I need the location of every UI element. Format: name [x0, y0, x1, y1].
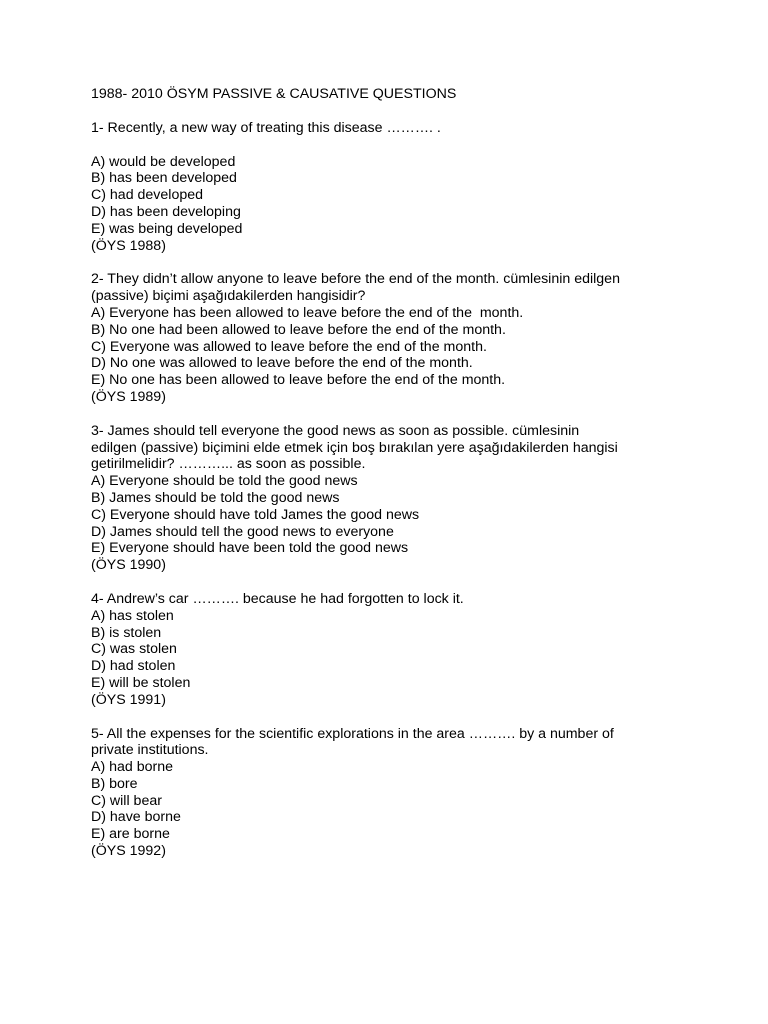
option-a: A) Everyone has been allowed to leave before the end of the month.	[91, 304, 524, 321]
question-source: (ÖYS 1991)	[91, 691, 166, 708]
option-e: E) will be stolen	[91, 674, 191, 691]
question-stem: 1- Recently, a new way of treating this disease ………. .	[91, 119, 441, 136]
document-page	[91, 86, 691, 877]
option-c: C) will bear	[91, 792, 162, 809]
option-c: C) had developed	[91, 187, 204, 204]
question-stem-line: 2- They didn’t allow anyone to leave before the end of the month. cümlesinin edilgen	[91, 271, 620, 288]
question-4	[91, 591, 691, 709]
option-e: E) are borne	[91, 826, 170, 843]
document-title: 1988- 2010 ÖSYM PASSIVE & CAUSATIVE QUESTIONS	[91, 86, 457, 102]
option-d: D) had stolen	[91, 658, 176, 675]
question-source: (ÖYS 1988)	[91, 237, 166, 254]
question-3	[91, 423, 691, 574]
option-a: A) has stolen	[91, 607, 174, 624]
question-stem: 4- Andrew’s car ………. because he had forgotten to lock it.	[91, 590, 464, 607]
question-stem-line: private institutions.	[91, 742, 209, 759]
option-e: E) Everyone should have been told the good news	[91, 540, 409, 557]
question-stem-line: 3- James should tell everyone the good news as soon as possible. cümlesinin	[91, 422, 580, 439]
option-a: A) had borne	[91, 759, 174, 776]
question-stem-line: 5- All the expenses for the scientific explorations in the area ………. by a number of	[91, 725, 614, 742]
option-b: B) bore	[91, 775, 138, 792]
question-source: (ÖYS 1990)	[91, 557, 166, 574]
option-c: C) Everyone was allowed to leave before the end of the month.	[91, 338, 487, 355]
option-d: D) No one was allowed to leave before the end of the month.	[91, 355, 473, 372]
question-2	[91, 271, 691, 405]
option-b: B) has been developed	[91, 170, 237, 187]
question-1	[91, 120, 691, 255]
option-e: E) No one has been allowed to leave before the end of the month.	[91, 372, 506, 389]
option-c: C) Everyone should have told James the good news	[91, 506, 420, 523]
question-stem-line: (passive) biçimi aşağıdakilerden hangisidir?	[91, 288, 366, 305]
option-d: D) James should tell the good news to everyone	[91, 523, 394, 540]
option-b: B) James should be told the good news	[91, 489, 340, 506]
option-c: C) was stolen	[91, 641, 177, 658]
option-b: B) No one had been allowed to leave before the end of the month.	[91, 321, 506, 338]
question-stem-line: getirilmelidir? ………... as soon as possible.	[91, 456, 366, 473]
option-b: B) is stolen	[91, 624, 162, 641]
option-d: D) has been developing	[91, 203, 241, 220]
question-source: (ÖYS 1989)	[91, 388, 166, 405]
option-a: A) Everyone should be told the good news	[91, 473, 358, 490]
question-source: (ÖYS 1992)	[91, 843, 166, 860]
question-stem-line: edilgen (passive) biçimini elde etmek için boş bırakılan yere aşağıdakilerden hangisi	[91, 439, 618, 456]
option-a: A) would be developed	[91, 153, 236, 170]
question-5	[91, 726, 691, 860]
option-e: E) was being developed	[91, 220, 243, 237]
option-d: D) have borne	[91, 809, 181, 826]
